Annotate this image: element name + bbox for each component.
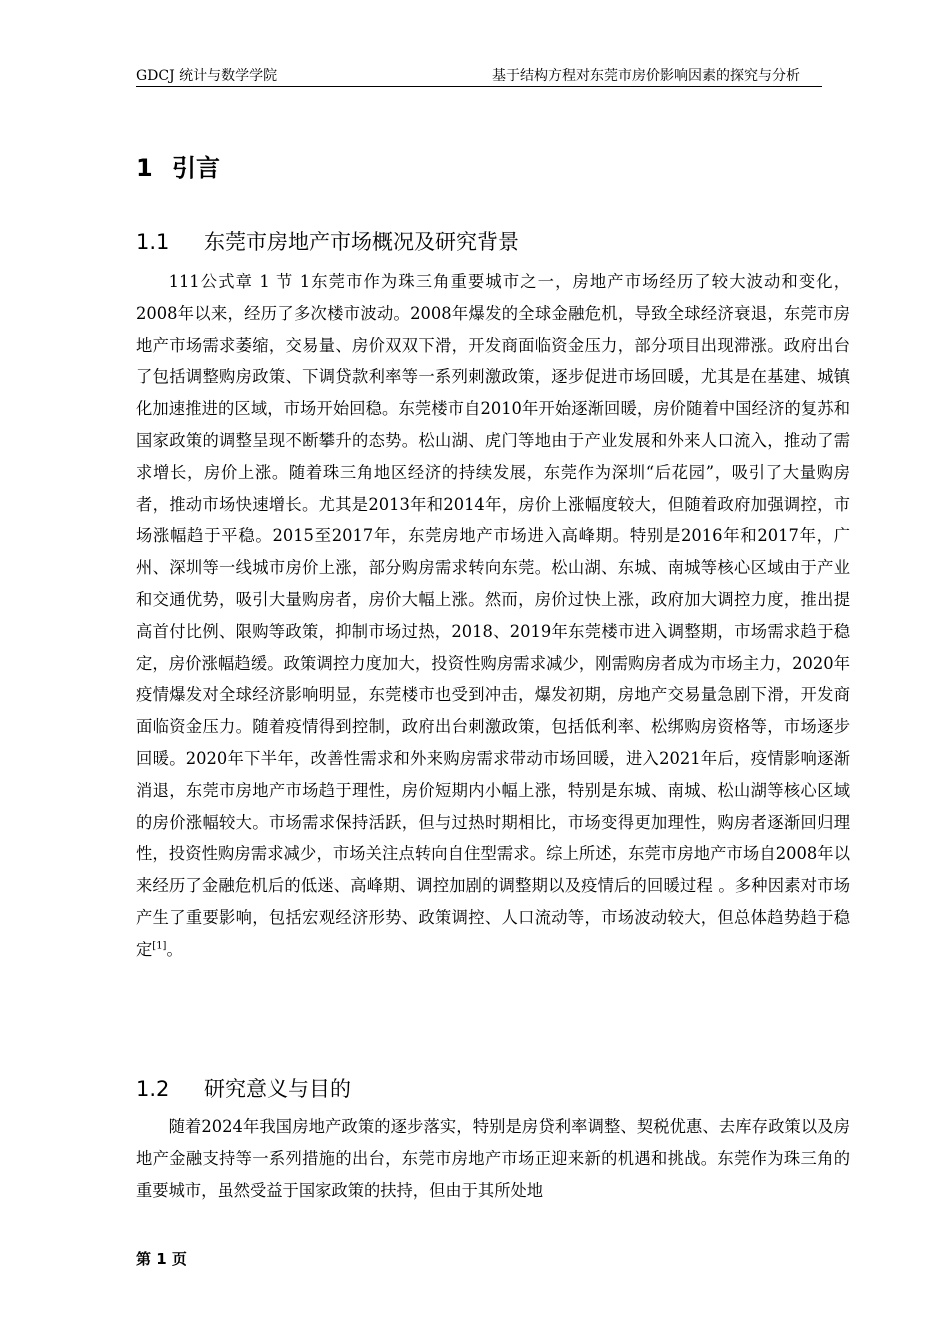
section-title: 东莞市房地产市场概况及研究背景 [204,230,519,254]
paragraph-end: 。 [166,939,183,959]
section-title: 研究意义与目的 [204,1077,351,1101]
section-number: 1.2 [136,1077,170,1101]
chapter-number: 1 [136,154,153,182]
header-thesis-title: 基于结构方程对东莞市房价影响因素的探究与分析 [492,68,800,84]
header-institution: GDCJ 统计与数学学院 [136,68,278,84]
section-number: 1.1 [136,230,170,254]
body-paragraph-1-2 [136,1111,850,1206]
chapter-title: 引言 [172,154,220,182]
page-number: 第 1 页 [136,1250,187,1268]
citation-reference: [1] [152,940,167,952]
section-heading-1-1 [136,227,519,257]
paragraph-text: 111公式章 1 节 1东莞市作为珠三角重要城市之一，房地产市场经历了较大波动和变化， 2008年以来，经历了多次楼市波动。2008年爆发的全球金融危机，导致全球经济衰退，东莞市房地产市场需求萎缩，交易量、房价双双下滑，开发商面临资金压力，部分项目出现滞涨。政府出台了包括调整购房政策、下调贷款利率等一系列刺激政策，逐步促进市场回暖，尤其是在基建、城镇化加速推进的区域，市场开始回稳。东莞楼市自2010年开始逐渐回暖，房价随着中国经济的复苏和国家政策的调整呈现不断攀升的态势。松山湖、虎门等地由于产业发展和外来人口流入，推动了需求增长，房价上涨。随着珠三角地区经济的持续发展，东莞作为深圳“后花园”，吸引了大量购房者，推动市场快速增长。尤其是2013年和2014年，房价上涨幅度较大，但随着政府加强调控，市场涨幅趋于平稳。2015至2017年，东莞房地产市场进入高峰期。特别是2016年和2017年，广州、深圳等一线城市房价上涨，部分购房需求转向东莞。松山湖、东城、南城等核心区域由于产业和交通优势，吸引大量购房者，房价大幅上涨。然而，房价过快上涨，政府加大调控力度，推出提高首付比例、限购等政策，抑制市场过热，2018、2019年东莞楼市进入调整期，市场需求趋于稳定，房价涨幅趋缓。政策调控力度加大，投资性购房需求减少，刚需购房者成为市场主力，2020年疫情爆发对全球经济影响明显，东莞楼市也受到冲击，爆发初期，房地产交易量急剧下滑，开发商面临资金压力。随着疫情得到控制，政府出台刺激政策，包括低利率、松绑购房资格等，市场逐步回暖。2020年下半年，改善性需求和外来购房需求带动市场回暖，进入2021年后，疫情影响逐渐消退，东莞市房地产市场趋于理性，房价短期内小幅上涨，特别是东城、南城、松山湖等核心区域的房价涨幅较大。市场需求保持活跃，但与过热时期相比，市场变得更加理性，购房者逐渐回归理性，投资性购房需求减少，市场关注点转向自住型需求。综上所述，东莞市房地产市场自2008年以来经历了金融危机后的低迷、高峰期、调控加剧的调整期以及疫情后的回暖过程 。多种因素对市场产生了重要影响，包括宏观经济形势、政策调控、人口流动等，市场波动较大，但总体趋势趋于稳定 [136,272,850,959]
body-paragraph-1-1 [136,266,850,966]
section-heading-1-2 [136,1074,351,1104]
chapter-heading [136,150,220,186]
page-header [136,66,822,87]
paragraph-text: 随着2024年我国房地产政策的逐步落实，特别是房贷利率调整、契税优惠、去库存政策以及房地产金融支持等一系列措施的出台，东莞市房地产市场正迎来新的机遇和挑战。东莞作为珠三角的重要城市，虽然受益于国家政策的扶持，但由于其所处地 [136,1117,850,1200]
